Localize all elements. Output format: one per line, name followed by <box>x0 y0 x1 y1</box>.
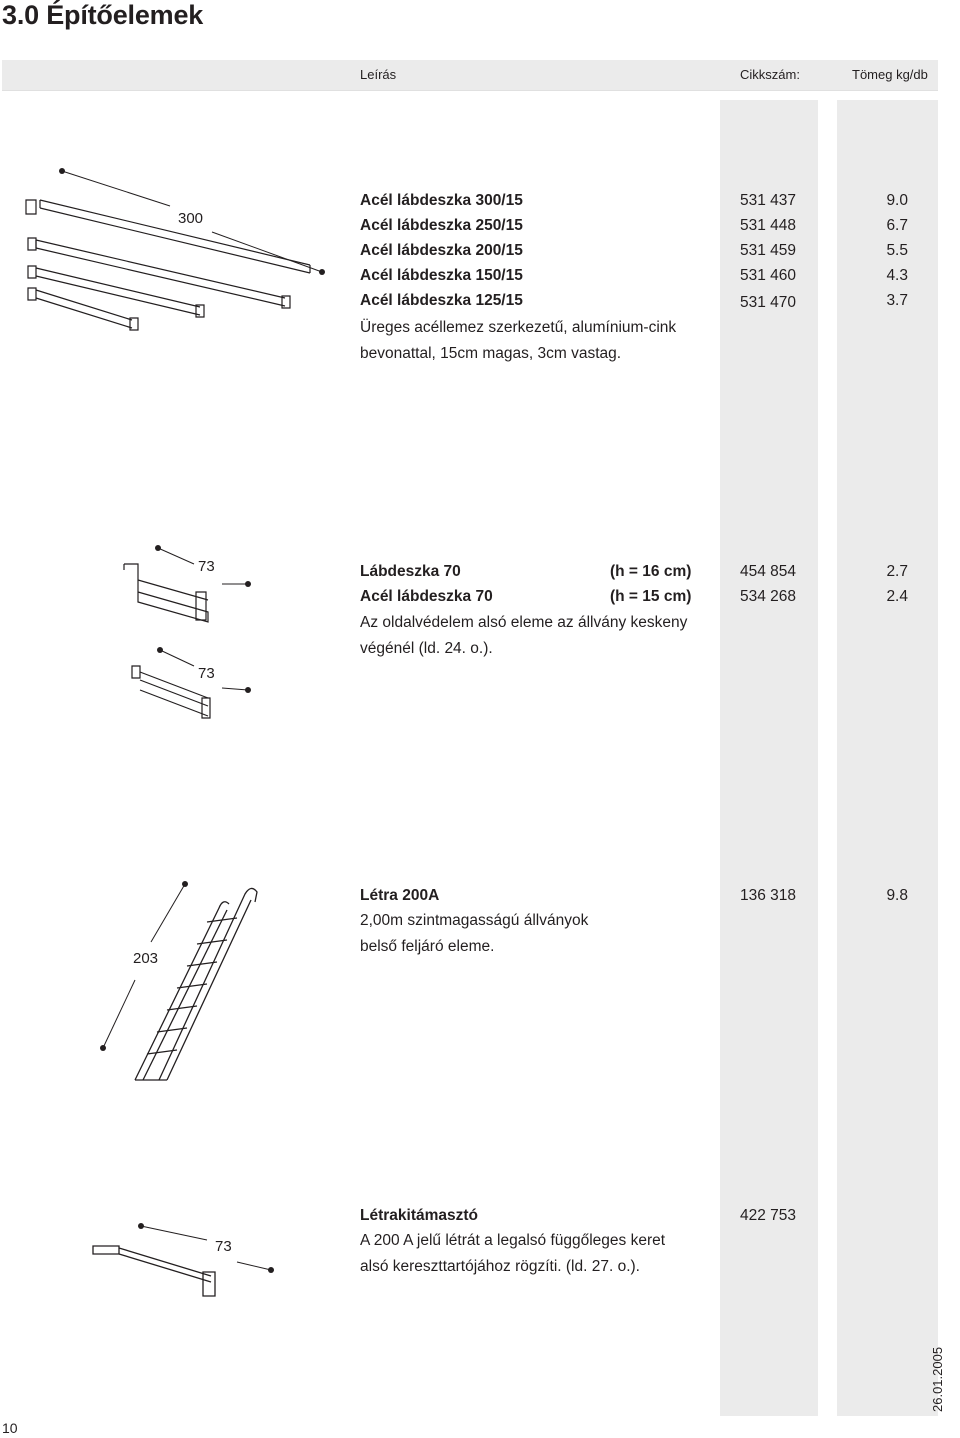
item-description: bevonattal, 15cm magas, 3cm vastag. <box>360 345 622 362</box>
item-weight: 9.0 <box>886 192 908 209</box>
item-code: 422 753 <box>740 1207 797 1224</box>
item-description: Az oldalvédelem alsó eleme az állvány keskeny <box>360 614 688 631</box>
item-description: A 200 A jelű létrát a legalsó függőleges keret <box>360 1232 666 1249</box>
item-name: Acél lábdeszka 125/15 <box>360 292 523 309</box>
item-weight: 2.7 <box>886 563 908 580</box>
item-weight: 3.7 <box>886 292 908 309</box>
item-spec: (h = 16 cm) <box>610 563 692 580</box>
item-weight: 5.5 <box>886 242 908 259</box>
item-description: belső feljáró eleme. <box>360 938 495 955</box>
item-description: 2,00m szintmagasságú állványok <box>360 912 589 929</box>
item-code: 531 470 <box>740 294 797 311</box>
item-code: 531 437 <box>740 192 797 209</box>
item-code: 531 459 <box>740 242 797 259</box>
item-weight: 2.4 <box>886 588 908 605</box>
header-article-no: Cikkszám: <box>740 67 800 82</box>
ladder-support-illustration <box>85 1220 285 1310</box>
dimension-label: 203 <box>133 950 159 967</box>
item-weight: 4.3 <box>886 267 908 284</box>
item-name: Létrakitámasztó <box>360 1207 479 1224</box>
item-weight: 9.8 <box>886 887 908 904</box>
item-code: 534 268 <box>740 588 797 605</box>
item-name: Acél lábdeszka 70 <box>360 588 493 605</box>
item-description: alsó kereszttartójához rögzíti. (ld. 27. o.). <box>360 1258 640 1275</box>
item-description: végénél (ld. 24. o.). <box>360 640 493 657</box>
header-description: Leírás <box>360 67 397 82</box>
page-title: 3.0 Építőelemek <box>2 0 204 30</box>
item-name: Létra 200A <box>360 887 440 904</box>
dimension-label: 300 <box>178 210 204 227</box>
toe-board-illustration <box>0 150 340 340</box>
item-weight: 6.7 <box>886 217 908 234</box>
item-spec: (h = 15 cm) <box>610 588 692 605</box>
item-name: Acél lábdeszka 250/15 <box>360 217 523 234</box>
header-weight: Tömeg kg/db <box>852 67 928 82</box>
short-toe-board-illustration <box>110 540 270 730</box>
dimension-label: 73 <box>215 1238 232 1255</box>
item-code: 531 448 <box>740 217 797 234</box>
dimension-label: 73 <box>198 558 215 575</box>
table-header <box>2 60 938 91</box>
page-number: 10 <box>2 1420 18 1436</box>
item-name: Acél lábdeszka 200/15 <box>360 242 523 259</box>
item-code: 136 318 <box>740 887 797 904</box>
item-code: 531 460 <box>740 267 797 284</box>
item-code: 454 854 <box>740 563 797 580</box>
item-name: Acél lábdeszka 150/15 <box>360 267 523 284</box>
item-description: Üreges acéllemez szerkezetű, alumínium-cink <box>360 319 677 336</box>
item-name: Acél lábdeszka 300/15 <box>360 192 523 209</box>
dimension-label: 73 <box>198 665 215 682</box>
ladder-illustration <box>95 870 275 1090</box>
item-name: Lábdeszka 70 <box>360 563 461 580</box>
date: 26.01.2005 <box>930 1346 945 1412</box>
